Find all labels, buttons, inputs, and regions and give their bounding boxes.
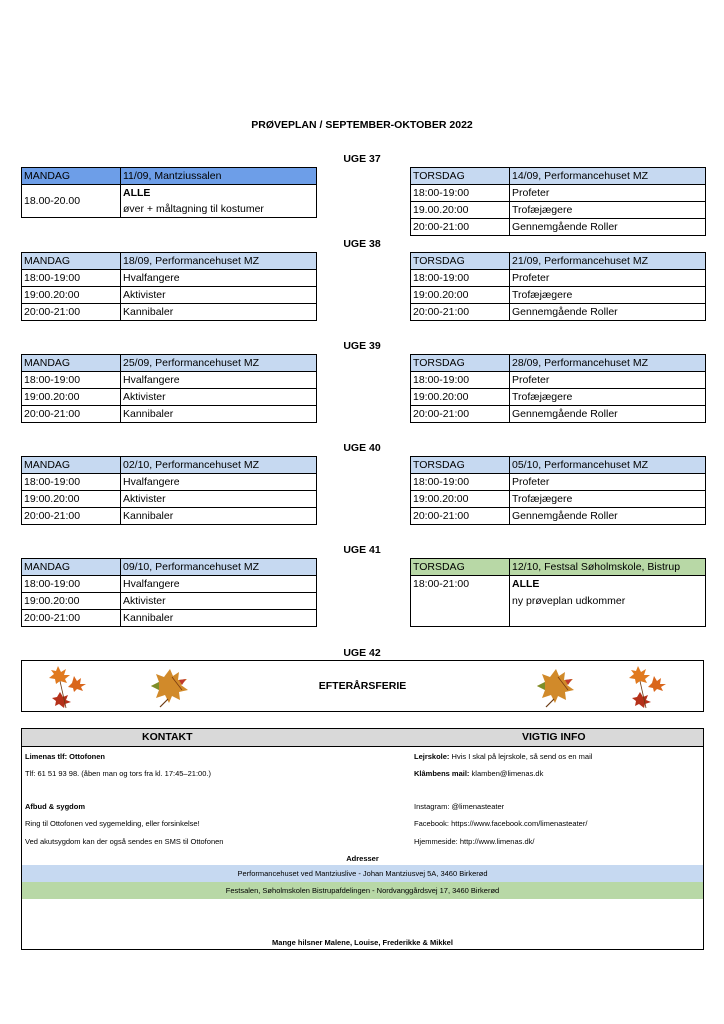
place-label: 14/09, Performancehuset MZ <box>510 168 706 185</box>
time-cell: 20:00-21:00 <box>411 406 510 423</box>
holiday-banner <box>21 660 704 712</box>
contact-box <box>21 728 704 950</box>
addresses-label: Adresser <box>346 854 379 863</box>
instagram-link[interactable]: Instagram: @limenasteater <box>414 802 505 811</box>
day-label: TORSDAG <box>411 457 510 474</box>
facebook-link[interactable]: Facebook: https://www.facebook.com/limenasteater/ <box>414 819 588 828</box>
holiday-label: EFTERÅRSFERIE <box>318 680 407 692</box>
time-cell: 20:00-21:00 <box>411 508 510 525</box>
group-cell: Gennemgående Roller <box>510 219 706 236</box>
place-label: 28/09, Performancehuset MZ <box>510 355 706 372</box>
group-cell: Gennemgående Roller <box>510 304 706 321</box>
time-cell: 20:00-21:00 <box>411 304 510 321</box>
schedule-uge40-thursday <box>410 456 706 525</box>
week-label-42: UGE 42 <box>343 647 381 659</box>
note-cell: ny prøveplan udkommer <box>510 593 706 610</box>
group-cell: Kannibaler <box>121 610 317 627</box>
time-cell: 19:00.20:00 <box>22 389 121 406</box>
schedule-uge39-monday <box>21 354 317 423</box>
time-cell: 18:00-19:00 <box>22 474 121 491</box>
camp-info <box>414 752 592 761</box>
group-cell: Hvalfangere <box>121 576 317 593</box>
address-performancehuset: Performancehuset ved Mantziuslive - Johan Mantziusvej 5A, 3460 Birkerød <box>22 865 703 882</box>
place-label: 18/09, Performancehuset MZ <box>121 253 317 270</box>
camp-label: Lejrskole: <box>414 752 450 761</box>
autumn-leaf-icon <box>528 663 584 709</box>
time-cell: 19:00.20:00 <box>22 491 121 508</box>
time-cell: 19:00.20:00 <box>411 491 510 508</box>
note-cell: øver + måltagning til kostumer <box>121 201 317 218</box>
day-label: MANDAG <box>22 253 121 270</box>
costume-info <box>414 769 543 778</box>
group-cell: Gennemgående Roller <box>510 406 706 423</box>
website-link[interactable]: Hjemmeside: http://www.limenas.dk/ <box>414 837 535 846</box>
week-label-40: UGE 40 <box>343 442 381 454</box>
day-label: MANDAG <box>22 168 121 185</box>
group-cell: Trofæjægere <box>510 491 706 508</box>
schedule-uge37-monday <box>21 167 317 218</box>
absence-line1: Ring til Ottofonen ved sygemelding, eller forsinkelse! <box>25 819 200 828</box>
day-label: MANDAG <box>22 457 121 474</box>
time-cell: 18:00-19:00 <box>411 270 510 287</box>
day-label: TORSDAG <box>411 559 510 576</box>
empty-cell <box>510 609 706 626</box>
group-cell: Aktivister <box>121 491 317 508</box>
contact-header <box>22 729 703 747</box>
day-label: TORSDAG <box>411 253 510 270</box>
time-cell: 18.00-20.00 <box>22 185 121 218</box>
group-cell: Hvalfangere <box>121 474 317 491</box>
group-cell: Profeter <box>510 270 706 287</box>
week-label-39: UGE 39 <box>343 340 381 352</box>
page-title: PRØVEPLAN / SEPTEMBER-OKTOBER 2022 <box>251 119 473 131</box>
schedule-uge41-thursday <box>410 558 706 627</box>
time-cell: 18:00-19:00 <box>411 372 510 389</box>
costume-text: klamben@limenas.dk <box>471 769 544 778</box>
place-label: 12/10, Festsal Søholmskole, Bistrup <box>510 559 706 576</box>
group-cell: Profeter <box>510 474 706 491</box>
group-cell: Trofæjægere <box>510 389 706 406</box>
place-label: 21/09, Performancehuset MZ <box>510 253 706 270</box>
time-cell: 19.00.20:00 <box>411 202 510 219</box>
time-cell: 19:00.20:00 <box>22 593 121 610</box>
group-cell: Kannibaler <box>121 508 317 525</box>
absence-label: Afbud & sygdom <box>25 802 85 811</box>
autumn-leaf-icon <box>624 662 672 710</box>
time-cell: 20:00-21:00 <box>22 610 121 627</box>
time-cell: 18:00-19:00 <box>22 270 121 287</box>
day-label: TORSDAG <box>411 355 510 372</box>
group-cell: Profeter <box>510 372 706 389</box>
group-cell: ALLE <box>510 576 706 593</box>
costume-label: Klâmbens mail: <box>414 769 470 778</box>
time-cell: 20:00-21:00 <box>22 508 121 525</box>
autumn-leaf-icon <box>142 663 198 709</box>
week-label-41: UGE 41 <box>343 544 381 556</box>
place-label: 05/10, Performancehuset MZ <box>510 457 706 474</box>
time-cell: 20:00-21:00 <box>22 406 121 423</box>
group-cell: Aktivister <box>121 593 317 610</box>
group-cell: Hvalfangere <box>121 270 317 287</box>
schedule-uge37-thursday <box>410 167 706 236</box>
week-label-38: UGE 38 <box>343 238 381 250</box>
day-label: MANDAG <box>22 559 121 576</box>
phone-text: Tlf: 61 51 93 98. (åben man og tors fra kl. 17:45–21:00.) <box>25 769 211 778</box>
group-cell: Kannibaler <box>121 304 317 321</box>
time-cell: 19:00.20:00 <box>411 287 510 304</box>
day-label: TORSDAG <box>411 168 510 185</box>
week-label-37: UGE 37 <box>343 153 381 165</box>
time-cell: 19:00.20:00 <box>22 287 121 304</box>
absence-line2: Ved akutsygdom kan der også sendes en SMS til Ottofonen <box>25 837 224 846</box>
place-label: 25/09, Performancehuset MZ <box>121 355 317 372</box>
schedule-uge40-monday <box>21 456 317 525</box>
address-festsalen: Festsalen, Søholmskolen Bistrupafdelingen - Nordvanggårdsvej 17, 3460 Birkerød <box>22 882 703 899</box>
time-cell: 18:00-21:00 <box>411 576 510 627</box>
group-cell: Gennemgående Roller <box>510 508 706 525</box>
schedule-uge39-thursday <box>410 354 706 423</box>
group-cell: Kannibaler <box>121 406 317 423</box>
time-cell: 19:00.20:00 <box>411 389 510 406</box>
group-cell: Aktivister <box>121 287 317 304</box>
place-label: 11/09, Mantziussalen <box>121 168 317 185</box>
greeting: Mange hilsner Malene, Louise, Frederikke & Mikkel <box>272 938 453 947</box>
time-cell: 20:00-21:00 <box>22 304 121 321</box>
contact-heading: KONTAKT <box>142 731 193 743</box>
place-label: 09/10, Performancehuset MZ <box>121 559 317 576</box>
time-cell: 18:00-19:00 <box>411 474 510 491</box>
time-cell: 18:00-19:00 <box>22 576 121 593</box>
group-cell: Profeter <box>510 185 706 202</box>
phone-label: Limenas tlf: Ottofonen <box>25 752 105 761</box>
time-cell: 20:00-21:00 <box>411 219 510 236</box>
group-cell: Trofæjægere <box>510 202 706 219</box>
schedule-uge38-monday <box>21 252 317 321</box>
time-cell: 18:00-19:00 <box>411 185 510 202</box>
schedule-uge41-monday <box>21 558 317 627</box>
group-cell: Aktivister <box>121 389 317 406</box>
group-cell: ALLE <box>121 185 317 202</box>
schedule-uge38-thursday <box>410 252 706 321</box>
place-label: 02/10, Performancehuset MZ <box>121 457 317 474</box>
group-cell: Hvalfangere <box>121 372 317 389</box>
autumn-leaf-icon <box>44 662 92 710</box>
group-cell: Trofæjægere <box>510 287 706 304</box>
day-label: MANDAG <box>22 355 121 372</box>
camp-text: Hvis I skal på lejrskole, så send os en mail <box>451 752 593 761</box>
info-heading: VIGTIG INFO <box>522 731 586 743</box>
time-cell: 18:00-19:00 <box>22 372 121 389</box>
